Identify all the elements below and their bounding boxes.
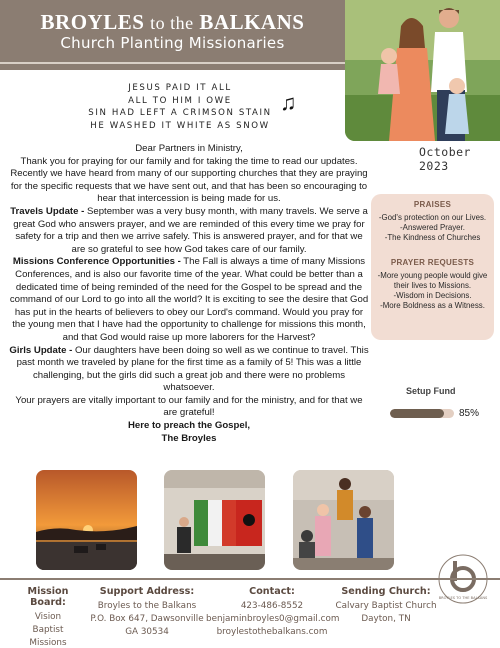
prayer-request-item: -Wisdom in Decisions.: [393, 291, 472, 301]
footer-line: Missions: [29, 638, 67, 648]
footer-line: P.O. Box 647, Dawsonville: [90, 614, 204, 624]
setup-fund-progress-bar: [390, 409, 454, 418]
music-note-icon: ♫: [280, 90, 297, 115]
prayer-request-item: -More young people would give their lives to Missions.: [377, 270, 488, 290]
praise-item: -The Kindness of Churches: [384, 233, 481, 243]
signoff-line-2: The Broyles: [161, 432, 217, 444]
hymn-line: JESUS PAID IT ALL: [128, 83, 232, 93]
support-address-heading: Support Address:: [99, 586, 195, 597]
mission-board-heading: Mission Board:: [27, 586, 69, 608]
setup-fund-percent: 85%: [459, 408, 480, 419]
praises-panel: [371, 194, 494, 340]
letter-intro: Thank you for praying for our family and for taking the time to read our updates. Recently we have heard from many of our supporting churches that they are praying for the specific requests that we have sent out, and that has been so encouraging to hear that intercession is being made for us.: [10, 155, 368, 205]
travels-heading: Travels Update -: [10, 205, 85, 217]
ministry-subtitle: Church Planting Missionaries: [60, 34, 285, 52]
church-speaker-photo: [164, 470, 265, 570]
title-broyles: BROYLES: [40, 10, 145, 34]
footer-line: Calvary Baptist Church: [335, 601, 437, 611]
prayer-requests-heading: PRAYER REQUESTS: [390, 257, 475, 267]
contact-phone[interactable]: 423-486-8552: [240, 601, 304, 611]
footer-support-address: [86, 586, 208, 639]
sending-church-heading: Sending Church:: [341, 586, 431, 597]
missions-heading: Missions Conference Opportunities -: [12, 256, 181, 268]
letter-body: [8, 143, 370, 445]
logo-ring-text: BROYLES TO THE BALKANS: [438, 596, 488, 600]
footer-line: GA 30534: [125, 627, 169, 637]
letter-greeting: Dear Partners in Ministry,: [135, 143, 243, 154]
prayer-request-item: -More Boldness as a Witness.: [380, 301, 485, 311]
girls-body: Our daughters have been doing so well as we continue to travel. This past month we traveled by plane for the first time as a family of 5! This was a little challenging, but the girls did such a great job and there were no problems whatsoever.: [16, 344, 369, 394]
hymn-line: HE WASHED IT WHITE AS SNOW: [90, 120, 270, 131]
title-balkans: BALKANS: [199, 10, 305, 34]
footer-line: Broyles to the Balkans: [97, 601, 197, 611]
hymn-lyrics: [80, 82, 280, 132]
setup-fund-label: Setup Fund: [406, 386, 456, 396]
letter-closing: Your prayers are vitally important to our family and for the ministry, and for that we are grateful!: [15, 394, 363, 419]
signoff-line-1: Here to preach the Gospel,: [127, 420, 251, 432]
sunset-road-photo: [36, 470, 137, 570]
girls-heading: Girls Update -: [9, 344, 73, 356]
banner-divider: [0, 62, 345, 64]
family-photo: [345, 0, 500, 141]
missions-paragraph: [8, 256, 370, 344]
daughters-photo: [293, 470, 394, 570]
missions-body: The Fall is always a time of many Missions Conferences, and is also our favorite time of the year. What could be better than a dedicated time of being reminded of the need for the Gospel to be spread and the command of our Lord to go into all the world? It is exciting to see the desire that God has put in the hearts of believers to obey our Lord's command. Would you pray for the young men that I have had the opportunity to challenge for missions this month, and that God would raise up more laborers for the Harvest?: [9, 256, 369, 343]
hymn-line: ALL TO HIM I OWE: [128, 95, 232, 106]
hymn-line: SIN HAD LEFT A CRIMSON STAIN: [88, 108, 272, 118]
praise-item: -God's protection on our Lives.: [378, 213, 487, 222]
praise-item: -Answered Prayer.: [400, 223, 465, 233]
ministry-title: [0, 10, 345, 35]
newsletter-date: October 2023: [419, 145, 471, 173]
footer-sending-church: [330, 586, 442, 626]
girls-paragraph: [8, 345, 370, 395]
travels-body: September was a very busy month, with many travels. We serve a great God who answers prayer, and we are reminded of this every time we pray for safety for a trip and then we arrive safely. This is answered prayer, and for that we are so grateful to see how God takes care of our family.: [13, 205, 368, 255]
travels-paragraph: [8, 206, 370, 256]
footer-contact: [206, 586, 338, 639]
footer-divider: [0, 578, 500, 580]
footer-line: Baptist: [32, 625, 64, 635]
praises-heading: PRAISES: [413, 200, 452, 209]
footer-line: Vision: [34, 612, 62, 622]
setup-fund-progress-fill: [390, 409, 444, 418]
title-to-the: to the: [150, 13, 194, 33]
contact-email[interactable]: benjaminbroyles0@gmail.com: [206, 614, 340, 624]
contact-heading: Contact:: [249, 586, 295, 597]
contact-website[interactable]: broylestothebalkans.com: [216, 627, 328, 637]
footer-mission-board: [8, 586, 88, 648]
footer-line: Dayton, TN: [361, 614, 411, 624]
